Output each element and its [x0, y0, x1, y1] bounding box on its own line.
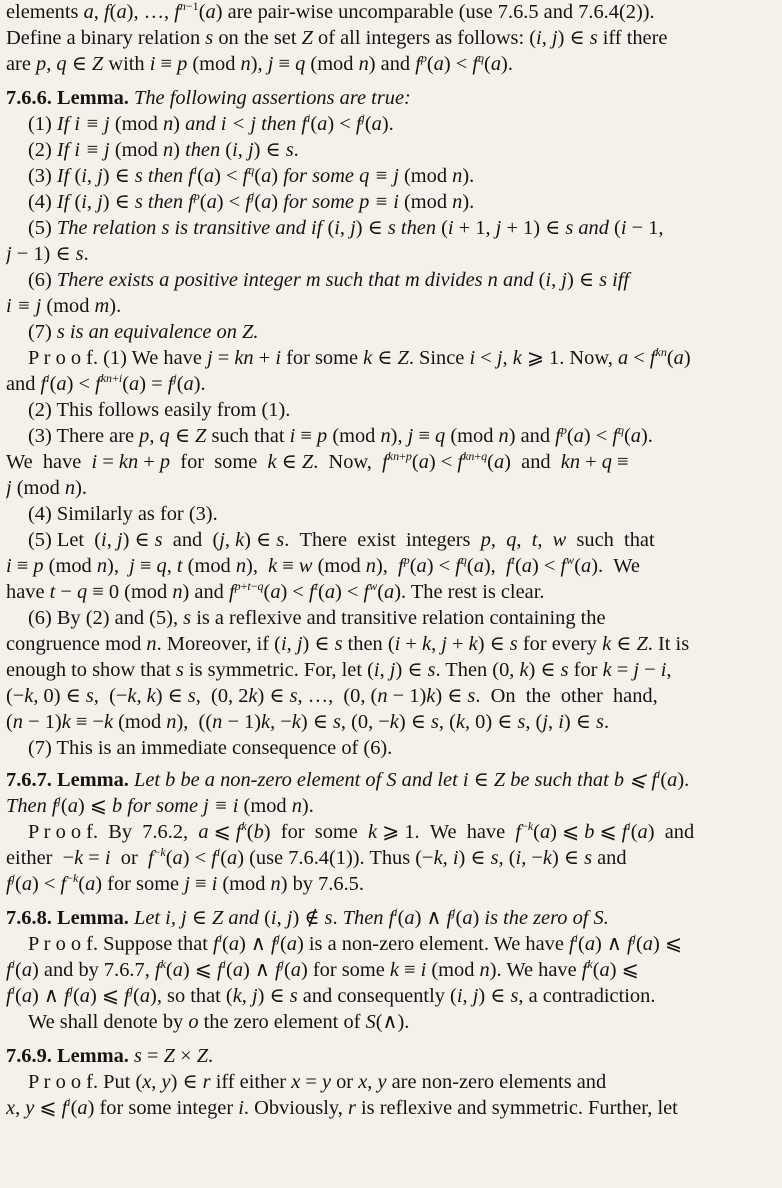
text-line: x, y ⩽ $f^i(a)$ for some integer i. Obviously, r is reflexive and symmetric. Further, let [6, 1096, 678, 1119]
text-line: $f^j(a) < f^{-k}(a)$ for some j ≡ i (mod n) by 7.6.5. [6, 872, 364, 895]
text-line: (n − 1)k ≡ −k (mod n), ((n − 1)k, −k) ∈ s, (0, −k) ∈ s, (k, 0) ∈ s, (j, i) ∈ s. [6, 711, 610, 733]
text-line: $f^i(a)$ ∧ $f^j(a)$ ⩽ $f^j(a)$, so that (k, j) ∈ s and consequently (i, j) ∈ s, a contradiction. [6, 984, 656, 1007]
text-line: (2) This follows easily from (1). [28, 399, 291, 421]
text-line: and $f^i(a) < f^{kn+i}(a) = f^j(a)$. [6, 372, 206, 395]
text-line: (5) The relation s is transitive and if (i, j) ∈ s then (i + 1, j + 1) ∈ s and (i − 1, [28, 217, 664, 239]
text-line: Define a binary relation s on the set Z of all integers as follows: (i, j) ∈ s iff there [6, 27, 668, 49]
text-line: (−k, 0) ∈ s, (−k, k) ∈ s, (0, 2k) ∈ s, …, (0, (n − 1)k) ∈ s. On the other hand, [6, 685, 658, 707]
text-line: either −k = i or $f^{-k}(a) < f^i(a)$ (use 7.6.4(1)). Thus (−k, i) ∈ s, (i, −k) ∈ s and [6, 846, 627, 869]
text-line: P r o o f. Suppose that $f^i(a)$ ∧ $f^j(a)$ is a non-zero element. We have $f^i(a)$ ∧ $f^j(a)$ ⩽ [28, 932, 682, 955]
text-line: P r o o f. (1) We have j = kn + i for some k ∈ Z. Since i < j, k ⩾ 1. Now, $a < f^{kn}(a)$ [28, 346, 691, 369]
text-line: are p, q ∈ Z with i ≡ p (mod n), j ≡ q (mod n) and $f^p(a) < f^q(a)$. [6, 52, 513, 75]
text-line: $f^i(a)$ and by 7.6.7, $f^k(a)$ ⩽ $f^i(a)$ ∧ $f^j(a)$ for some k ≡ i (mod n). We have $f^k(a)$ ⩽ [6, 958, 639, 981]
text-line: (4) Similarly as for (3). [28, 503, 218, 525]
text-line: (1) If i ≡ j (mod n) and i < j then $f^i(a) < f^j(a)$. [28, 112, 394, 135]
text-line: have t − q ≡ 0 (mod n) and $f^{p+t-q}(a) < f^t(a) < f^w(a)$. The rest is clear. [6, 580, 545, 603]
text-line: P r o o f. By 7.6.2, a ⩽ $f^k(b)$ for some k ⩾ 1. We have $f^{-k}(a)$ ⩽ b ⩽ $f^i(a)$ and [28, 820, 695, 843]
text-line: enough to show that s is symmetric. For, let (i, j) ∈ s. Then (0, k) ∈ s for k = j − i, [6, 659, 672, 681]
text-line: j (mod n). [6, 477, 88, 499]
text-line: (6) There exists a positive integer m such that m divides n and (i, j) ∈ s iff [28, 269, 630, 291]
text-line: (6) By (2) and (5), s is a reflexive and transitive relation containing the [28, 607, 606, 629]
text-line: j − 1) ∈ s. [6, 243, 89, 265]
text-line: congruence mod n. Moreover, if (i, j) ∈ s then (i + k, j + k) ∈ s for every k ∈ Z. It is [6, 633, 690, 655]
text-line: 7.6.7. Lemma. Let b be a non-zero element of S and let i ∈ Z be such that b ⩽ $f^i(a)$. [6, 768, 690, 791]
text-line: We shall denote by o the zero element of S(∧). [28, 1011, 410, 1033]
text-line: We have i = kn + p for some k ∈ Z. Now, $f^{kn+p}(a) < f^{kn+q}(a)$ and kn + q ≡ [6, 450, 629, 473]
text-line: i ≡ j (mod m). [6, 295, 122, 317]
text-line: elements a, f(a), …, $f^{n-1}(a)$ are pair-wise uncomparable (use 7.6.5 and 7.6.4(2)). [6, 0, 655, 23]
text-line: 7.6.6. Lemma. The following assertions are true: [6, 87, 411, 109]
text-line: (7) This is an immediate consequence of (6). [28, 737, 393, 759]
text-line: (3) There are p, q ∈ Z such that i ≡ p (mod n), j ≡ q (mod n) and $f^p(a) < f^q(a)$. [28, 424, 653, 447]
text-line: (5) Let (i, j) ∈ s and (j, k) ∈ s. There exist integers p, q, t, w such that [28, 529, 655, 551]
text-line: Then $f^j(a)$ ⩽ b for some j ≡ i (mod n). [6, 794, 314, 817]
text-line: (4) If (i, j) ∈ s then $f^p(a) < f^j(a)$ for some p ≡ i (mod n). [28, 190, 475, 213]
text-line: i ≡ p (mod n), j ≡ q, t (mod n), k ≡ w (mod n), $f^p(a) < f^q(a)$, $f^t(a) < f^w(a)$. We [6, 554, 640, 577]
text-line: (7) s is an equivalence on Z. [28, 321, 259, 343]
paper-page [6, 0, 774, 1188]
text-line: P r o o f. Put (x, y) ∈ r iff either x = y or x, y are non-zero elements and [28, 1071, 607, 1093]
text-line: (2) If i ≡ j (mod n) then (i, j) ∈ s. [28, 139, 299, 161]
text-line: (3) If (i, j) ∈ s then $f^i(a) < f^q(a)$ for some q ≡ j (mod n). [28, 164, 475, 187]
text-line: 7.6.8. Lemma. Let i, j ∈ Z and (i, j) ∉ s. Then $f^i(a)$ ∧ $f^j(a)$ is the zero of S. [6, 906, 609, 929]
text-line: 7.6.9. Lemma. s = Z × Z. [6, 1045, 214, 1067]
